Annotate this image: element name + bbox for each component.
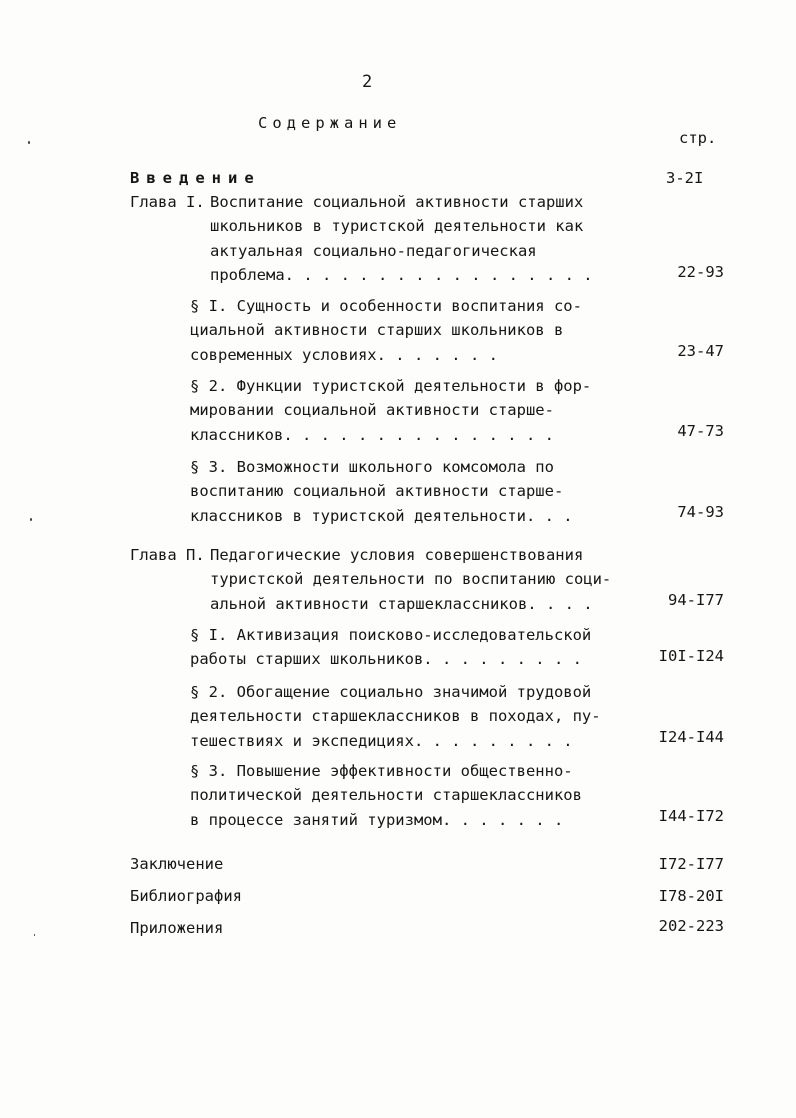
toc-introduction-pages: 3-2I	[666, 169, 704, 187]
section-title: § 2. Функции туристской деятельности в фор- мировании социальной активности старше- классников. . . . . . . . . . . . . . .	[190, 377, 592, 444]
chapter-title: Педагогические условия совершенствования туристской деятельности по воспитанию соци- альной активности старшеклассников. . . .	[210, 546, 612, 613]
chapter-title: Воспитание социальной активности старших школьников в туристской деятельности как актуальная социально-педагогическая проблема. . . . . . . . . . . . . . . . .	[210, 193, 593, 284]
toc-bibliography-title: Библиография	[130, 887, 242, 905]
toc-appendices-title: Приложения	[130, 919, 224, 937]
section-title: § I. Сущность и особенности воспитания со- циальной активности старших школьников в современных условиях. . . . . . .	[190, 297, 582, 364]
section-title: § 2. Обогащение социально значимой трудовой деятельности старшеклассников в походах, пу- тешествиях и экспедициях. . . . . . . . .	[190, 683, 601, 750]
scan-speck	[28, 141, 30, 144]
section-pages: I0I-I24	[658, 647, 724, 665]
toc-appendices-pages: 202-223	[658, 917, 724, 935]
chapter-label: Глава I.	[130, 193, 205, 211]
chapter-pages: 22-93	[677, 263, 724, 281]
chapter-label: Глава П.	[130, 546, 205, 564]
section-title: § 3. Повышение эффективности общественно- политической деятельности старшеклассников в процессе занятий туризмом. . . . . . .	[190, 762, 582, 829]
toc-conclusion-title: Заключение	[130, 855, 224, 873]
section-pages: 47-73	[677, 422, 724, 440]
toc-conclusion-pages: I72-I77	[658, 855, 724, 873]
scan-speck	[30, 518, 32, 521]
section-pages: 74-93	[677, 503, 724, 521]
scan-speck	[34, 934, 35, 936]
toc-bibliography-pages: I78-20I	[658, 887, 724, 905]
page-number: 2	[362, 72, 373, 92]
section-pages: 23-47	[677, 342, 724, 360]
section-title: § 3. Возможности школьного комсомола по воспитанию социальной активности старше- классников в туристской деятельности. . .	[190, 458, 573, 525]
page-title: Содержание	[258, 114, 402, 132]
section-pages: I44-I72	[658, 807, 724, 825]
pages-column-label: стр.	[679, 129, 717, 147]
toc-introduction-title: Введение	[130, 169, 261, 187]
chapter-pages: 94-I77	[668, 591, 724, 609]
section-pages: I24-I44	[658, 728, 724, 746]
section-title: § I. Активизация поисково-исследовательской работы старших школьников. . . . . . . . .	[190, 626, 592, 669]
